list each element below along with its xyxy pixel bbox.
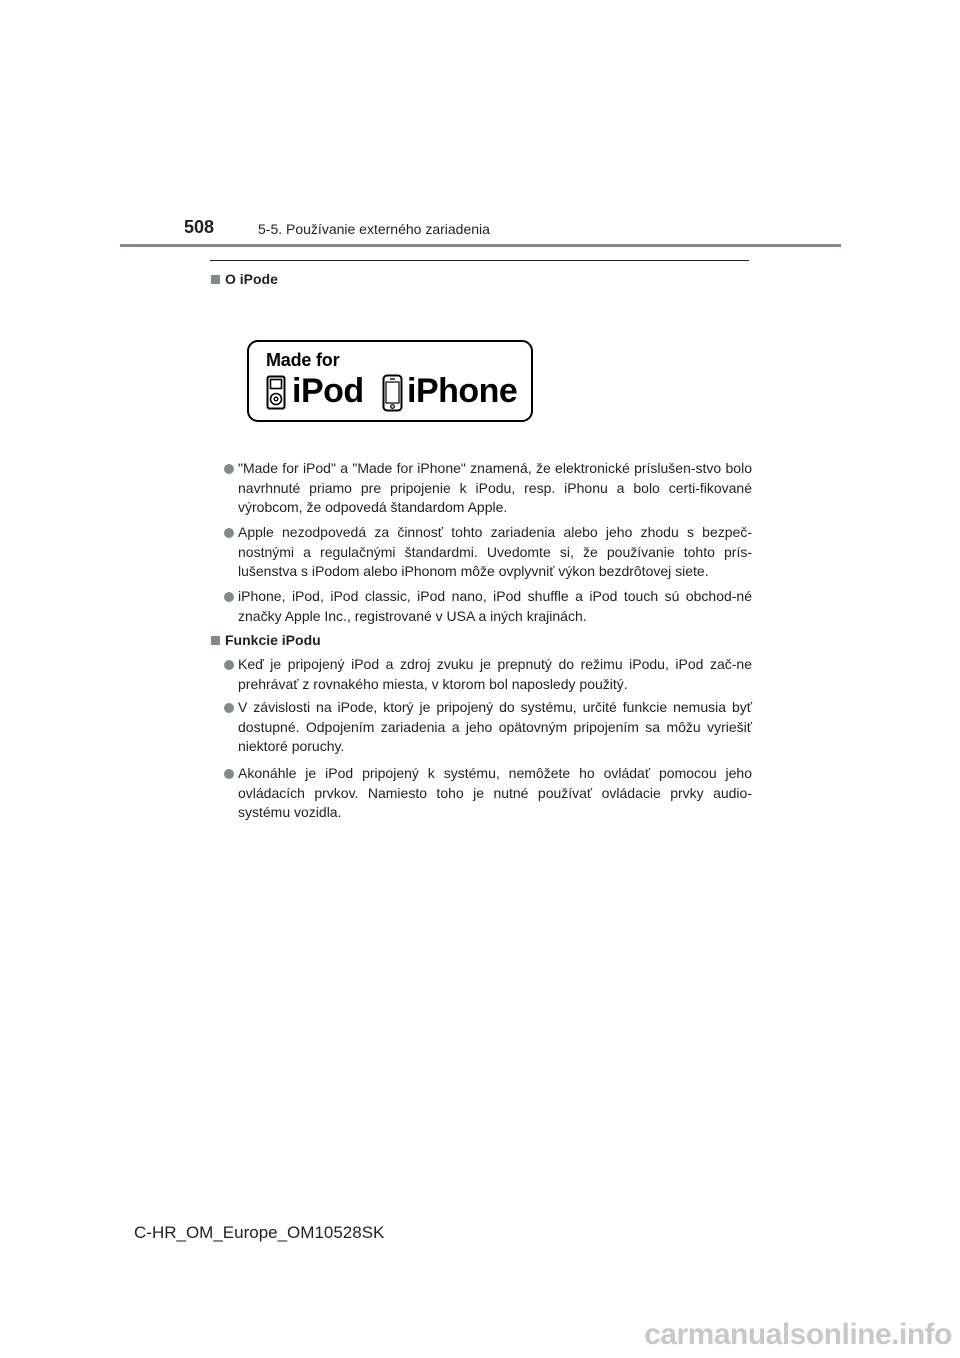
list-item-text: Apple nezodpovedá za činnosť tohto zariadenia alebo jeho zhodu s bezpeč-nostnými a regulačnými štandardmi. Uvedomte si, že používanie tohto prís-lušenstva s iPodom alebo iPhonom môže ovplyvniť výkon bezdrôtovej siete. <box>238 524 752 579</box>
document-code: C-HR_OM_Europe_OM10528SK <box>134 1223 385 1242</box>
bullet-icon <box>224 464 234 474</box>
logo-made-for-text: Made for <box>266 350 340 370</box>
heading-ipod-functions <box>211 632 321 648</box>
logo-ipod-text: iPod <box>292 372 364 410</box>
list-item-text: Keď je pripojený iPod a zdroj zvuku je prepnutý do režimu iPodu, iPod zač-ne prehrávať z rovnakého miesta, v ktorom bol naposledy použitý. <box>238 656 752 692</box>
list-item-text: iPhone, iPod, iPod classic, iPod nano, iPod shuffle a iPod touch sú obchod-né značky Apple Inc., registrované v USA a iných krajinách. <box>238 588 752 624</box>
heading-square-icon <box>211 636 220 645</box>
list-item <box>224 764 752 823</box>
ipod-device-icon <box>266 375 286 410</box>
heading-ipod-functions-label: Funkcie iPodu <box>225 632 321 648</box>
chapter-title: 5-5. Používanie externého zariadenia <box>258 221 490 237</box>
section-divider <box>210 260 749 261</box>
heading-square-icon <box>211 275 220 284</box>
iphone-device-icon <box>382 374 403 412</box>
header-divider <box>120 244 841 247</box>
heading-about-ipod <box>211 271 278 287</box>
bullet-icon <box>224 660 234 670</box>
bullet-icon <box>224 592 234 602</box>
list-item <box>224 698 752 757</box>
list-item-text: Akonáhle je iPod pripojený k systému, nemôžete ho ovládať pomocou jeho ovládacích prvkov. Namiesto toho je nutné používať ovládacie prvky audio-systému vozidla. <box>238 765 752 820</box>
list-item-text: "Made for iPod" a "Made for iPhone" znamená, že elektronické príslušen-stvo bolo navrhnuté priamo pre pripojenie k iPodu, resp. iPhonu a bolo certi-fikované výrobcom, že odpovedá štandardom Apple. <box>238 460 752 515</box>
list-item <box>224 459 752 518</box>
list-item <box>224 523 752 582</box>
watermark: carmanualsonline.info <box>644 1318 952 1351</box>
bullet-icon <box>224 703 234 713</box>
list-item <box>224 587 752 626</box>
list-item-text: V závislosti na iPode, ktorý je pripojený do systému, určité funkcie nemusia byť dostupné. Odpojením zariadenia a jeho opätovným pripojením sa môžu vyriešiť niektoré poruchy. <box>238 699 752 754</box>
page-number: 508 <box>184 217 215 237</box>
bullet-icon <box>224 528 234 538</box>
heading-about-ipod-label: O iPode <box>225 271 278 287</box>
logo-iphone-text: iPhone <box>407 372 518 410</box>
bullet-icon <box>224 769 234 779</box>
made-for-ipod-iphone-logo <box>247 340 533 422</box>
list-item <box>224 655 752 694</box>
